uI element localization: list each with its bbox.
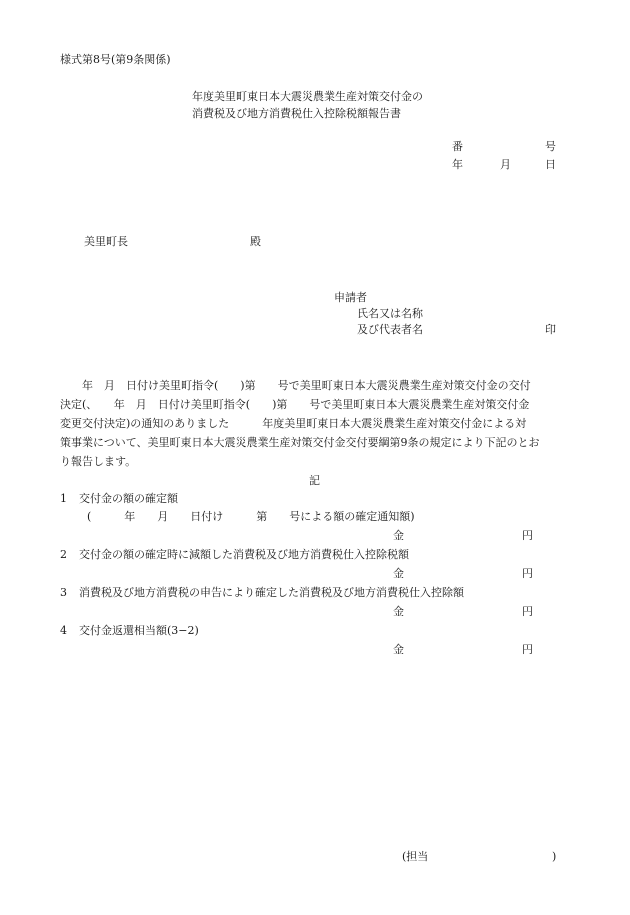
- body-line: り報告します。: [60, 455, 137, 468]
- item-1-number: 1: [60, 492, 67, 505]
- item-2-number: 2: [60, 548, 67, 561]
- date-day: 日: [545, 158, 556, 171]
- number-go: 号: [545, 140, 556, 153]
- seal-mark: 印: [545, 323, 556, 336]
- title-line-2: 消費税及び地方消費税仕入控除税額報告書: [192, 107, 401, 120]
- number-ban: 番: [452, 140, 463, 153]
- item-4-yen: 円: [522, 643, 533, 656]
- item-4-kin: 金: [393, 643, 404, 656]
- body-line: 年 月 日付け美里町指令( )第 号で美里町東日本大震災農業生産対策交付金の交付: [60, 379, 531, 392]
- item-3-number: 3: [60, 586, 67, 599]
- addressee-honorific: 殿: [250, 235, 261, 248]
- item-4-number: 4: [60, 624, 67, 637]
- body-line: 変更交付決定)の通知のありました 年度美里町東日本大震災農業生産対策交付金による対: [60, 417, 527, 430]
- item-3-kin: 金: [393, 605, 404, 618]
- title-line-1: 年度美里町東日本大震災農業生産対策交付金の: [192, 90, 423, 103]
- ki-heading: 記: [309, 474, 320, 487]
- item-2-kin: 金: [393, 567, 404, 580]
- item-1-kin: 金: [393, 529, 404, 542]
- item-4-label: 交付金返還相当額(3−2): [79, 624, 199, 637]
- applicant-heading: 申請者: [334, 291, 367, 304]
- item-3-yen: 円: [522, 605, 533, 618]
- form-label: 様式第8号(第9条関係): [60, 53, 171, 66]
- date-year: 年: [452, 158, 463, 171]
- item-1-yen: 円: [522, 529, 533, 542]
- body-paragraph: [60, 376, 580, 471]
- item-3-label: 消費税及び地方消費税の申告により確定した消費税及び地方消費税仕入控除額: [79, 586, 464, 599]
- applicant-rep-label: 及び代表者名: [357, 323, 423, 336]
- item-1-label: 交付金の額の確定額: [79, 492, 178, 505]
- addressee-name: 美里町長: [84, 235, 128, 248]
- date-month: 月: [500, 158, 511, 171]
- body-line: 決定(、 年 月 日付け美里町指令( )第 号で美里町東日本大震災農業生産対策交付金: [60, 398, 530, 411]
- contact-close: ): [552, 850, 557, 863]
- item-2-yen: 円: [522, 567, 533, 580]
- item-2-label: 交付金の額の確定時に減額した消費税及び地方消費税仕入控除税額: [79, 548, 409, 561]
- contact-open: (担当: [402, 850, 429, 863]
- body-line: 策事業について、美里町東日本大震災農業生産対策交付金交付要綱第9条の規定により下記のとお: [60, 436, 540, 449]
- item-1-subnote: ( 年 月 日付け 第 号による額の確定通知額): [87, 510, 415, 523]
- applicant-name-label: 氏名又は名称: [357, 307, 423, 320]
